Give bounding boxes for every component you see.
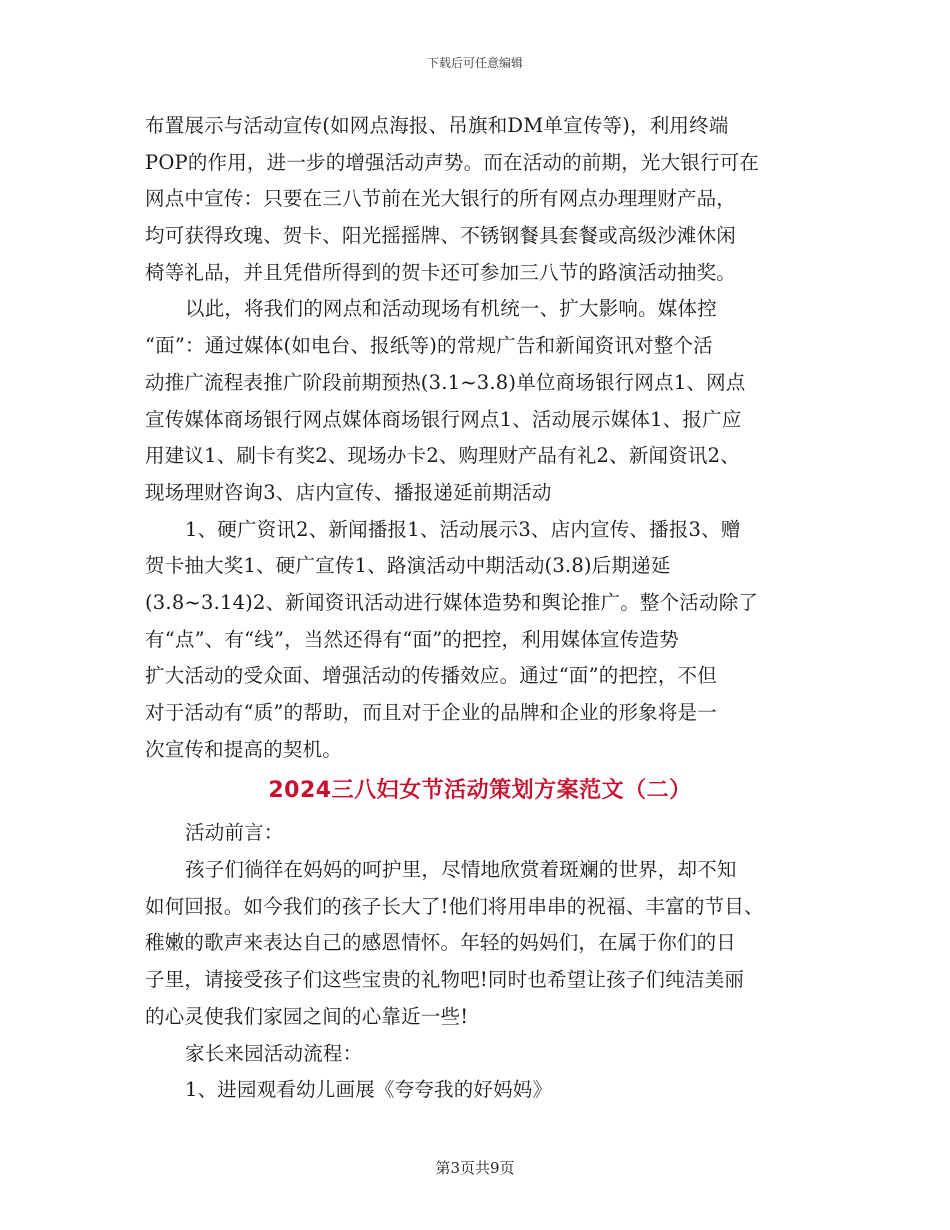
body-line: 均可获得玫瑰、贺卡、阳光摇摇牌、不锈钢餐具套餐或高级沙滩休闲	[145, 224, 737, 248]
body-line: 扩大活动的受众面、增强活动的传播效应。通过“面”的把控，不但	[145, 664, 717, 688]
body-line: 活动前言：	[185, 821, 284, 845]
section-heading: 2024三八妇女节活动策划方案范文（二）	[268, 778, 692, 804]
body-line: 1、进园观看幼儿画展《夸夸我的好妈妈》	[185, 1078, 553, 1102]
page-footer: 第3页共9页	[435, 1159, 515, 1177]
body-line: 用建议1、刷卡有奖2、现场办卡2、购理财产品有礼2、新闻资讯2、	[145, 444, 740, 468]
body-line: 次宣传和提高的契机。	[145, 737, 343, 761]
body-line: 椅等礼品，并且凭借所得到的贺卡还可参加三八节的路演活动抽奖。	[145, 260, 737, 284]
body-line: 的心灵使我们家园之间的心靠近一些!	[145, 1004, 469, 1028]
document-body	[145, 108, 815, 1109]
body-line: 如何回报。如今我们的孩子长大了!他们将用串串的祝福、丰富的节目、	[145, 894, 764, 918]
body-line: 现场理财咨询3、店内宣传、播报递延前期活动	[145, 480, 552, 504]
body-line: 宣传媒体商场银行网点媒体商场银行网点1、活动展示媒体1、报广应	[145, 407, 742, 431]
body-line: 1、硬广资讯2、新闻播报1、活动展示3、店内宣传、播报3、赠	[185, 517, 741, 541]
body-line: 以此，将我们的网点和活动现场有机统一、扩大影响。媒体控	[185, 297, 717, 321]
page-header: 下载后可任意编辑	[426, 56, 523, 70]
body-line: 家长来园活动流程：	[185, 1041, 363, 1065]
body-line: 布置展示与活动宣传(如网点海报、吊旗和DM单宣传等)，利用终端	[145, 114, 729, 137]
body-line: 动推广流程表推广阶段前期预热(3.1~3.8)单位商场银行网点1、网点	[145, 370, 746, 394]
body-line: “面”：通过媒体(如电台、报纸等)的常规广告和新闻资讯对整个活	[145, 334, 713, 358]
body-line: 网点中宣传：只要在三八节前在光大银行的所有网点办理理财产品，	[145, 187, 737, 211]
body-line: 子里，请接受孩子们这些宝贵的礼物吧!同时也希望让孩子们纯洁美丽	[145, 968, 745, 992]
body-line: 有“点”、有“线”，当然还得有“面”的把控，利用媒体宣传造势	[145, 627, 679, 651]
body-line: 稚嫩的歌声来表达自己的感恩情怀。年轻的妈妈们，在属于你们的日	[145, 931, 737, 955]
body-line: POP的作用，进一步的增强活动声势。而在活动的前期，光大银行可在	[145, 150, 760, 174]
body-line: (3.8~3.14)2、新闻资讯活动进行媒体造势和舆论推广。整个活动除了	[145, 590, 759, 614]
body-line: 孩子们徜徉在妈妈的呵护里，尽情地欣赏着斑斓的世界，却不知	[185, 858, 737, 882]
body-line: 对于活动有“质”的帮助，而且对于企业的品牌和企业的形象将是一	[145, 701, 717, 724]
body-line: 贺卡抽大奖1、硬广宣传1、路演活动中期活动(3.8)后期递延	[145, 554, 671, 578]
